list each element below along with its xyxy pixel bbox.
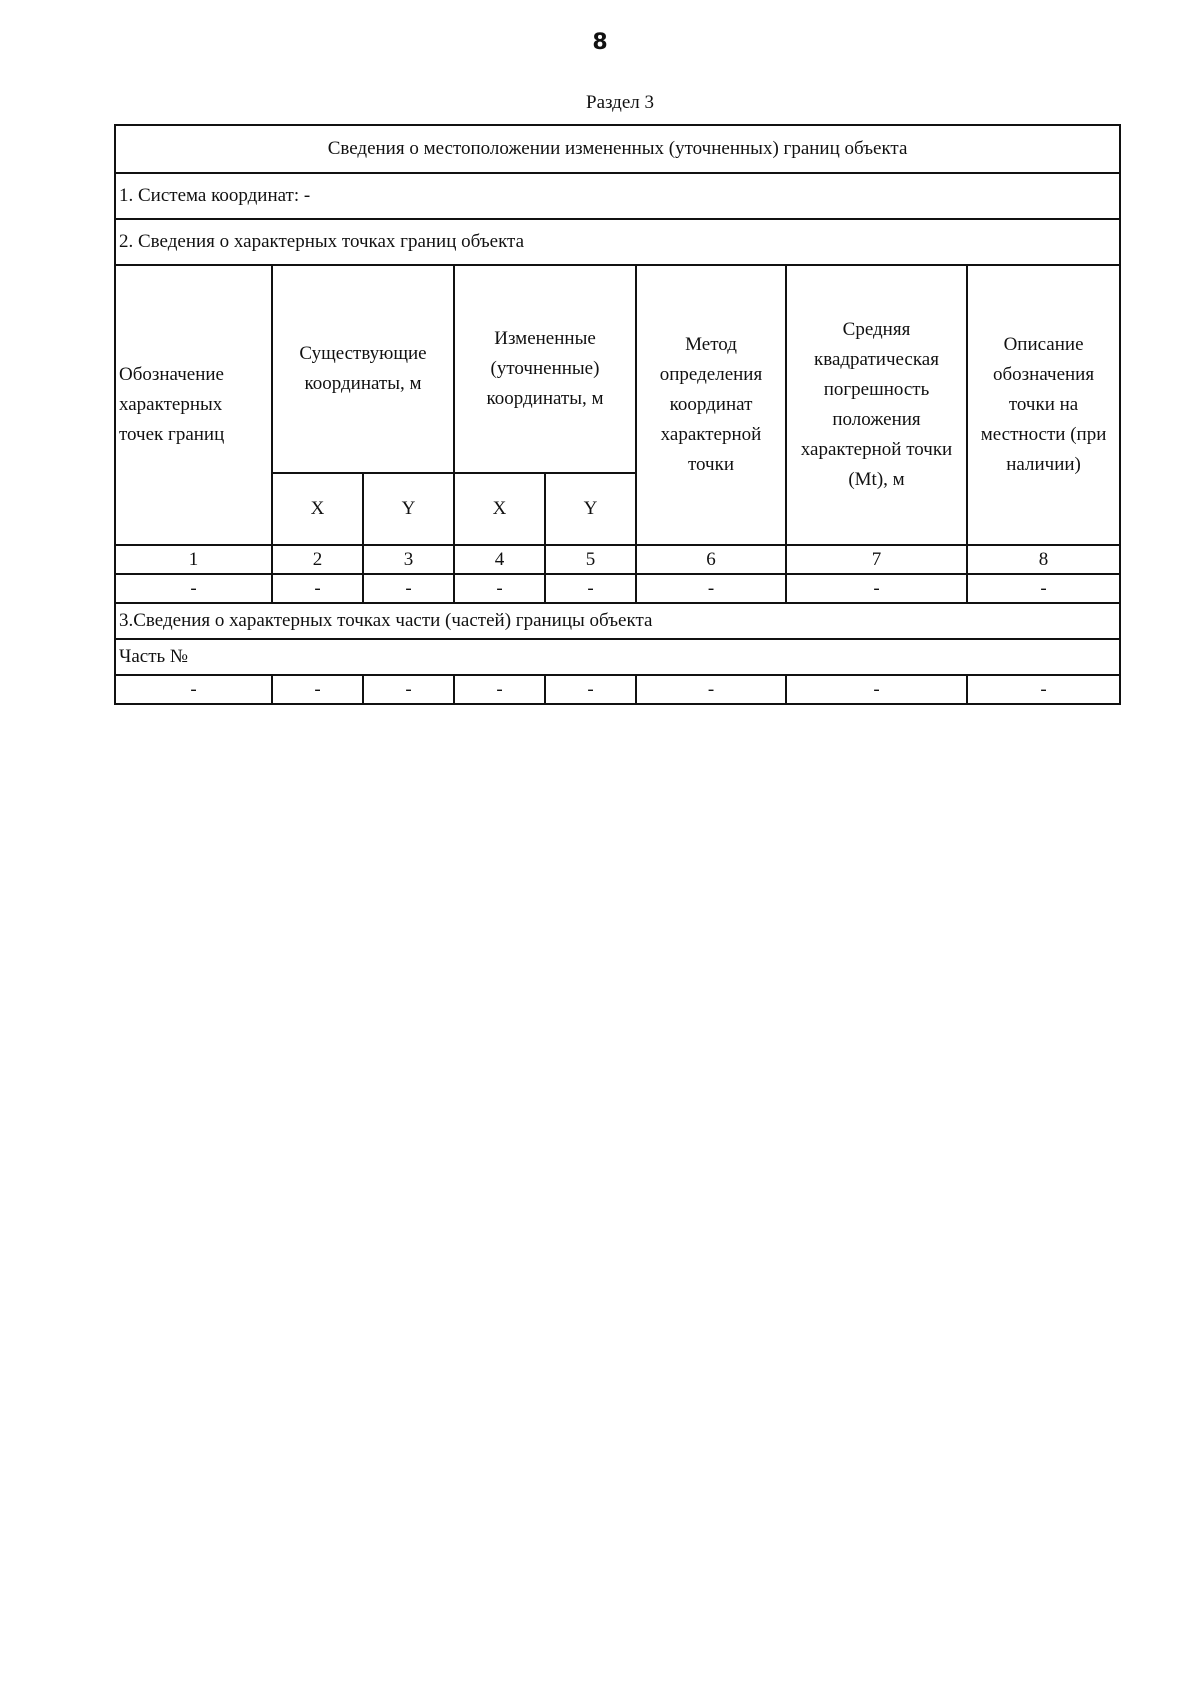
table-cell: - — [786, 675, 967, 704]
header-method: Метод определения координат характерной точки — [636, 265, 786, 545]
table-cell: - — [636, 574, 786, 603]
column-number: 2 — [272, 545, 363, 574]
header-description: Описание обозначения точки на местности (при наличии) — [967, 265, 1120, 545]
table-cell: - — [363, 675, 454, 704]
column-number: 5 — [545, 545, 636, 574]
header-changed-x: X — [454, 473, 545, 545]
column-number: 8 — [967, 545, 1120, 574]
section-label: Раздел 3 — [586, 92, 654, 113]
table-cell: - — [786, 574, 967, 603]
column-number: 4 — [454, 545, 545, 574]
table-cell: - — [545, 675, 636, 704]
header-existing-x: X — [272, 473, 363, 545]
column-number: 7 — [786, 545, 967, 574]
table-row — [115, 675, 1120, 704]
table-title: Сведения о местоположении измененных (уточненных) границ объекта — [115, 125, 1120, 173]
table-row — [115, 574, 1120, 603]
table-cell: - — [636, 675, 786, 704]
part-label-row: Часть № — [115, 639, 1120, 675]
table-cell: - — [545, 574, 636, 603]
header-error: Средняя квадратическая погрешность положения характерной точки (Mt), м — [786, 265, 967, 545]
table-cell: - — [115, 675, 272, 704]
table-cell: - — [272, 574, 363, 603]
column-number: 1 — [115, 545, 272, 574]
table-cell: - — [115, 574, 272, 603]
table-cell: - — [363, 574, 454, 603]
table-cell: - — [272, 675, 363, 704]
header-changed-coords: Измененные (уточненные) координаты, м — [454, 265, 636, 473]
table-cell: - — [454, 675, 545, 704]
table-cell: - — [967, 675, 1120, 704]
coord-system-row: 1. Система координат: - — [115, 173, 1120, 219]
table-cell: - — [967, 574, 1120, 603]
column-number: 3 — [363, 545, 454, 574]
header-existing-y: Y — [363, 473, 454, 545]
page-number: 8 — [592, 30, 608, 55]
table-cell: - — [454, 574, 545, 603]
column-number-row — [115, 545, 1120, 574]
points-heading-row: 2. Сведения о характерных точках границ объекта — [115, 219, 1120, 265]
header-changed-y: Y — [545, 473, 636, 545]
parts-heading-row: 3.Сведения о характерных точках части (частей) границы объекта — [115, 603, 1120, 639]
header-designation: Обозначение характерных точек границ — [115, 265, 272, 545]
boundary-table — [114, 124, 1121, 705]
header-existing-coords: Существующие координаты, м — [272, 265, 454, 473]
column-number: 6 — [636, 545, 786, 574]
